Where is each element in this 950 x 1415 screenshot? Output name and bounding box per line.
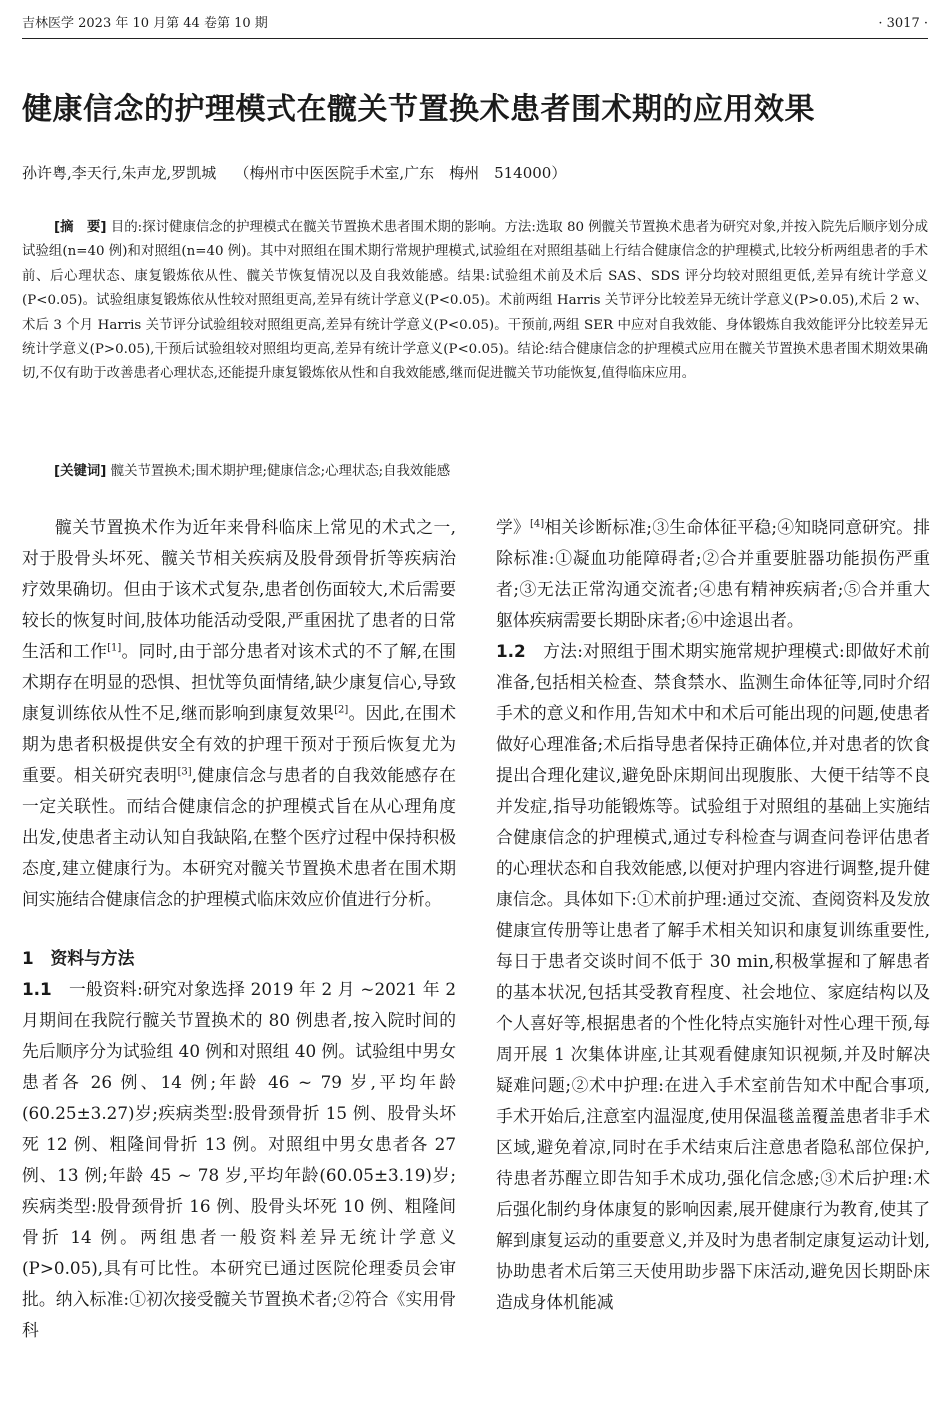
keywords-label: [关键词] (54, 464, 107, 479)
journal-info: 吉林医学 2023 年 10 月第 44 卷第 10 期 (22, 16, 268, 31)
article-title: 健康信念的护理模式在髋关节置换术患者围术期的应用效果 (22, 92, 815, 127)
citation-2[interactable]: [2] (334, 704, 349, 716)
criteria-paragraph: 学》[4]相关诊断标准;③生命体征平稳;④知晓同意研究。排除标准:①凝血功能障碍者;②合并重要脏器功能损伤严重者;③无法正常沟通交流者;④患有精神疾病者;⑤合并重大躯体疾病需要长期卧床者;⑥中途退出者。 (496, 517, 930, 630)
citation-3[interactable]: [3] (177, 766, 192, 778)
subsection-1-2: 1.2 方法:对照组于围术期实施常规护理模式:即做好术前准备,包括相关检查、禁食禁水、监测生命体征等,同时介绍手术的意义和作用,告知术中和术后可能出现的问题,使患者做好心理准备;术后指导患者保持正确体位,并对患者的饮食提出合理化建议,避免卧床期间出现腹胀、大便干结等不良并发症,指导功能锻炼等。试验组于对照组的基础上实施结合健康信念的护理模式,通过专科检查与调查问卷评估患者的心理状态和自我效能感,以便对护理内容进行调整,提升健康信念。具体如下:①术前护理:通过交流、查阅资料及发放健康宣传册等让患者了解手术相关知识和康复训练重要性,每日于患者交谈时间不低于 30 min,积极掌握和了解患者的基本状况,包括其受教育程度、社会地位、家庭结构以及个人喜好等,根据患者的个性化特点实施针对性心理干预,每周开展 1 次集体讲座,让其观看健康知识视频,并及时解决疑难问题;②术中护理:在进入手术室前告知术中配合事项,手术开始后,注意室内温湿度,使用保温毯盖覆盖患者非手术区域,避免着凉,同时在手术结束后注意患者隐私部位保护,待患者苏醒立即告知手术成功,强化信念感;③术后护理:术后强化制约身体康复的影响因素,展开健康行为教育,使其了解到康复运动的重要意义,并及时为患者制定康复运动计划,协助患者术后第三天使用助步器下床活动,避免因长期卧床造成身体机能减 (496, 641, 930, 1312)
abstract-label: [摘 要] (54, 220, 107, 235)
subsection-number: 1.2 (496, 641, 526, 661)
running-head (22, 14, 928, 39)
keywords (54, 460, 928, 484)
abstract (22, 216, 928, 387)
subsection-1-1: 1.1 一般资料:研究对象选择 2019 年 2 月 ~2021 年 2 月期间在我院行髋关节置换术的 80 例患者,按入院时间的先后顺序分为试验组 40 例和对照组 40 例。试验组中男女患者各 26 例、14 例;年龄 46 ~ 79 岁,平均年龄(60.25±3.27)岁;疾病类型:股骨颈骨折 15 例、股骨头坏死 12 例、粗隆间骨折 13 例。对照组中男女患者各 27 例、13 例;年龄 45 ~ 78 岁,平均年龄(60.05±3.19)岁;疾病类型:股骨颈骨折 16 例、股骨头坏死 10 例、粗隆间骨折 14 例。两组患者一般资料差异无统计学意义(P>0.05),具有可比性。本研究已通过医院伦理委员会审批。纳入标准:①初次接受髋关节置换术者;②符合《实用骨科 (22, 979, 456, 1340)
citation-4[interactable]: [4] (530, 518, 545, 530)
author-line (22, 160, 928, 186)
subsection-number: 1.1 (22, 979, 52, 999)
right-column (496, 512, 930, 1412)
intro-paragraph: 髋关节置换术作为近年来骨科临床上常见的术式之一,对于股骨头坏死、髋关节相关疾病及股骨颈骨折等疾病治疗效果确切。但由于该术式复杂,患者创伤面较大,术后需要较长的恢复时间,肢体功能活动受限,严重困扰了患者的日常生活和工作[1]。同时,由于部分患者对该术式的不了解,在围术期存在明显的恐惧、担忧等负面情绪,缺少康复信心,导致康复训练依从性不足,继而影响到康复效果[2]。因此,在围术期为患者积极提供安全有效的护理干预对于预后恢复尤为重要。相关研究表明[3],健康信念与患者的自我效能感存在一定关联性。而结合健康信念的护理模式旨在从心理角度出发,使患者主动认知自我缺陷,在整个医疗过程中保持积极态度,建立健康行为。本研究对髋关节置换术患者在围术期间实施结合健康信念的护理模式临床效应价值进行分析。 (22, 517, 456, 909)
citation-1[interactable]: [1] (107, 642, 122, 654)
section-heading: 1 资料与方法 (22, 948, 135, 968)
page-number: · 3017 · (878, 16, 928, 31)
keywords-text: 髋关节置换术;围术期护理;健康信念;心理状态;自我效能感 (110, 464, 451, 479)
affiliation: （梅州市中医医院手术室,广东 梅州 514000） (234, 164, 567, 182)
authors: 孙许粤,李天行,朱声龙,罗凯城 (22, 164, 217, 182)
left-column (22, 512, 456, 1412)
abstract-text: 目的:探讨健康信念的护理模式在髋关节置换术患者围术期的影响。方法:选取 80 例髋关节置换术患者为研究对象,并按入院先后顺序划分成试验组(n=40 例)和对照组(n=40 例)。其中对照组在围术期行常规护理模式,试验组在对照组基础上行结合健康信念的护理模式,比较分析两组患者的手术前、后心理状态、康复锻炼依从性、髋关节恢复情况以及自我效能感。结果:试验组术前及术后 SAS、SDS 评分均较对照组更低,差异有统计学意义(P<0.05)。试验组康复锻炼依从性较对照组更高,差异有统计学意义(P<0.05)。术前两组 Harris 关节评分比较差异无统计学意义(P>0.05),术后 2 w、术后 3 个月 Harris 关节评分试验组较对照组更高,差异有统计学意义(P<0.05)。干预前,两组 SER 中应对自我效能、身体锻炼自我效能评分比较差异无统计学意义(P>0.05),干预后试验组较对照组均更高,差异有统计学意义(P<0.05)。结论:结合健康信念的护理模式应用在髋关节置换术患者围术期效果确切,不仅有助于改善患者心理状态,还能提升康复锻炼依从性和自我效能感,继而促进髋关节功能恢复,值得临床应用。 (22, 220, 929, 382)
